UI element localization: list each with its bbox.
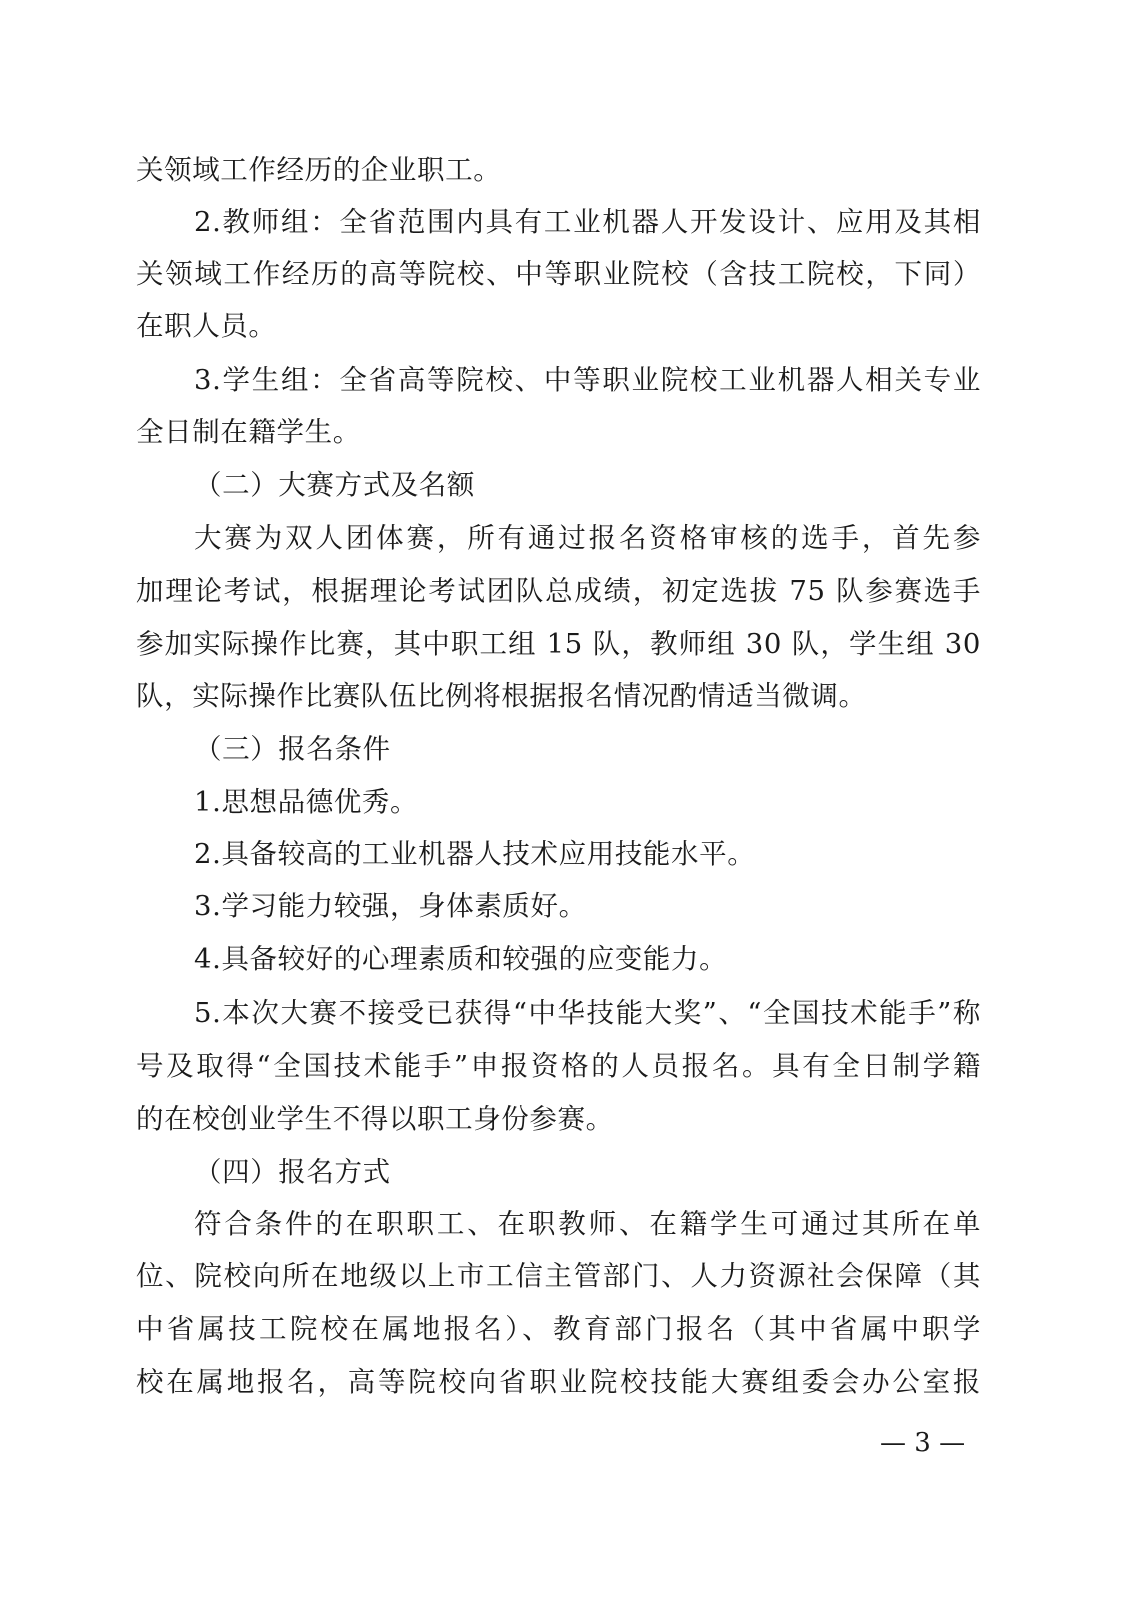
body-line: 加理论考试，根据理论考试团队总成绩，初定选拔 75 队参赛选手 — [136, 575, 981, 607]
page-number: — 3 — — [880, 1428, 966, 1458]
body-line: 号及取得“全国技术能手”申报资格的人员报名。具有全日制学籍 — [136, 1050, 981, 1082]
body-line: 队，实际操作比赛队伍比例将根据报名情况酌情适当微调。 — [136, 680, 867, 712]
body-line: 全日制在籍学生。 — [136, 416, 361, 448]
body-line: 位、院校向所在地级以上市工信主管部门、人力资源社会保障（其 — [136, 1260, 981, 1292]
body-line: 中省属技工院校在属地报名）、教育部门报名（其中省属中职学 — [136, 1313, 981, 1345]
body-line: 2.具备较高的工业机器人技术应用技能水平。 — [194, 838, 756, 870]
body-line: 2.教师组：全省范围内具有工业机器人开发设计、应用及其相 — [194, 206, 981, 238]
body-line: 1.思想品德优秀。 — [194, 786, 419, 818]
body-line: 参加实际操作比赛，其中职工组 15 队，教师组 30 队，学生组 30 — [136, 628, 981, 660]
body-line: 关领域工作经历的高等院校、中等职业院校（含技工院校，下同） — [136, 258, 981, 290]
body-line: 5.本次大赛不接受已获得“中华技能大奖”、“全国技术能手”称 — [194, 997, 981, 1029]
body-line: 大赛为双人团体赛，所有通过报名资格审核的选手，首先参 — [194, 522, 981, 554]
body-line: 校在属地报名，高等院校向省职业院校技能大赛组委会办公室报 — [136, 1366, 981, 1398]
section-heading: （二）大赛方式及名额 — [194, 469, 475, 501]
body-line: 4.具备较好的心理素质和较强的应变能力。 — [194, 943, 728, 975]
body-line: 3.学习能力较强，身体素质好。 — [194, 890, 587, 922]
section-heading: （四）报名方式 — [194, 1156, 391, 1188]
body-line: 的在校创业学生不得以职工身份参赛。 — [136, 1103, 614, 1135]
body-line: 符合条件的在职职工、在职教师、在籍学生可通过其所在单 — [194, 1208, 981, 1240]
body-line: 在职人员。 — [136, 310, 277, 342]
section-heading: （三）报名条件 — [194, 733, 391, 765]
body-line: 关领域工作经历的企业职工。 — [136, 154, 502, 186]
body-line: 3.学生组：全省高等院校、中等职业院校工业机器人相关专业 — [194, 364, 981, 396]
